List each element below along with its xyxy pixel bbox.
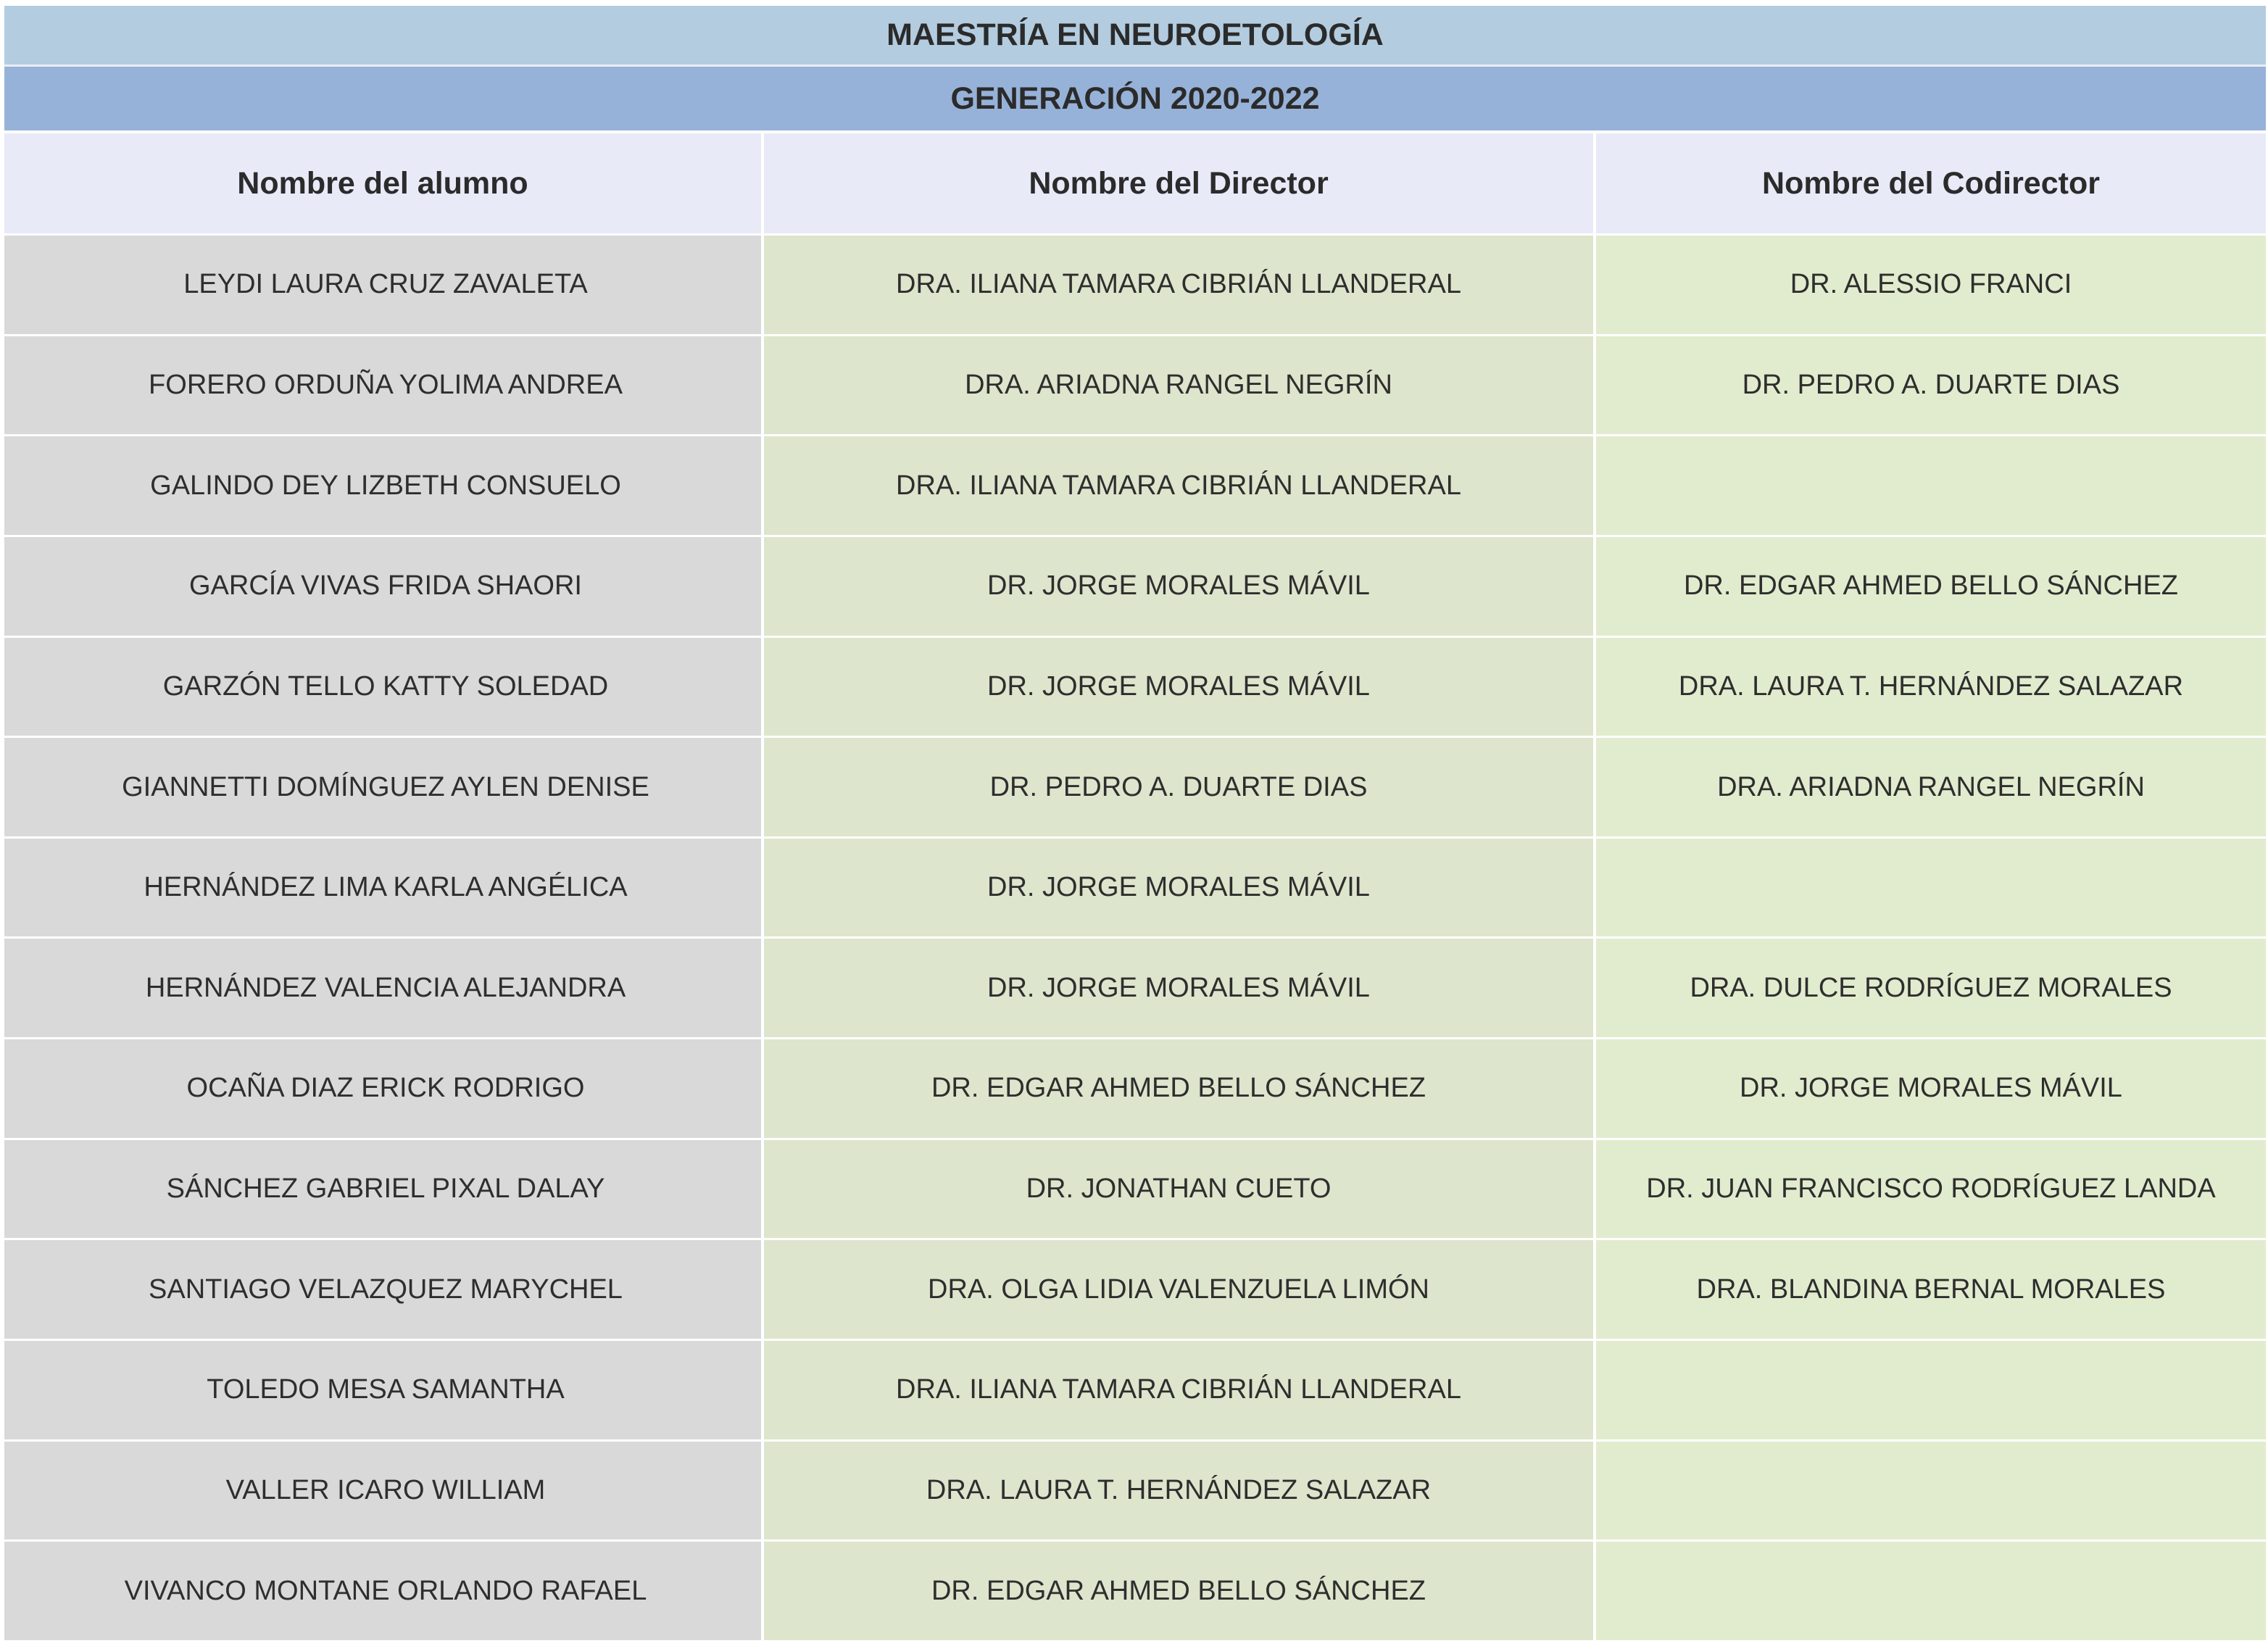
codirector-name-cell: DR. EDGAR AHMED BELLO SÁNCHEZ [1593, 537, 2266, 636]
codirector-name-cell: DRA. DULCE RODRÍGUEZ MORALES [1593, 939, 2266, 1037]
director-name-cell: DRA. ILIANA TAMARA CIBRIÁN LLANDERAL [761, 236, 1593, 334]
table-row [4, 1339, 2266, 1439]
codirector-name-cell [1593, 839, 2266, 937]
student-name-cell: SÁNCHEZ GABRIEL PIXAL DALAY [4, 1140, 761, 1239]
table-row [4, 1037, 2266, 1138]
table-row [4, 736, 2266, 836]
director-name-cell: DR. JORGE MORALES MÁVIL [761, 638, 1593, 736]
director-name-cell: DR. JORGE MORALES MÁVIL [761, 939, 1593, 1037]
codirector-name-cell [1593, 1442, 2266, 1540]
student-name-cell: SANTIAGO VELAZQUEZ MARYCHEL [4, 1240, 761, 1339]
director-name-cell: DRA. ILIANA TAMARA CIBRIÁN LLANDERAL [761, 436, 1593, 535]
student-name-cell: OCAÑA DIAZ ERICK RODRIGO [4, 1039, 761, 1138]
student-name-cell: GIANNETTI DOMÍNGUEZ AYLEN DENISE [4, 738, 761, 836]
director-name-cell: DR. JORGE MORALES MÁVIL [761, 537, 1593, 636]
codirector-name-cell: DR. ALESSIO FRANCI [1593, 236, 2266, 334]
student-name-cell: LEYDI LAURA CRUZ ZAVALETA [4, 236, 761, 334]
student-name-cell: GARCÍA VIVAS FRIDA SHAORI [4, 537, 761, 636]
director-name-cell: DRA. OLGA LIDIA VALENZUELA LIMÓN [761, 1240, 1593, 1339]
codirector-name-cell: DRA. LAURA T. HERNÁNDEZ SALAZAR [1593, 638, 2266, 736]
generation-subtitle: GENERACIÓN 2020-2022 [4, 67, 2266, 130]
codirector-name-cell: DRA. BLANDINA BERNAL MORALES [1593, 1240, 2266, 1339]
director-name-cell: DR. PEDRO A. DUARTE DIAS [761, 738, 1593, 836]
director-name-cell: DR. JONATHAN CUETO [761, 1140, 1593, 1239]
student-name-cell: TOLEDO MESA SAMANTHA [4, 1341, 761, 1439]
table-header-row [4, 130, 2266, 233]
director-name-cell: DRA. ARIADNA RANGEL NEGRÍN [761, 336, 1593, 435]
director-name-cell: DR. JORGE MORALES MÁVIL [761, 839, 1593, 937]
director-name-cell: DRA. LAURA T. HERNÁNDEZ SALAZAR [761, 1442, 1593, 1540]
student-name-cell: GARZÓN TELLO KATTY SOLEDAD [4, 638, 761, 736]
student-name-cell: HERNÁNDEZ LIMA KARLA ANGÉLICA [4, 839, 761, 937]
codirector-name-cell: DR. JUAN FRANCISCO RODRÍGUEZ LANDA [1593, 1140, 2266, 1239]
student-name-cell: HERNÁNDEZ VALENCIA ALEJANDRA [4, 939, 761, 1037]
table-row [4, 1138, 2266, 1239]
table-row [4, 936, 2266, 1037]
table-row [4, 1439, 2266, 1540]
codirector-name-cell: DRA. ARIADNA RANGEL NEGRÍN [1593, 738, 2266, 836]
codirector-name-cell [1593, 436, 2266, 535]
student-name-cell: VALLER ICARO WILLIAM [4, 1442, 761, 1540]
table-row [4, 1238, 2266, 1339]
table-title: MAESTRÍA EN NEUROETOLOGÍA [4, 6, 2266, 67]
header-codirector: Nombre del Codirector [1593, 133, 2266, 233]
table-row [4, 233, 2266, 334]
codirector-name-cell: DR. PEDRO A. DUARTE DIAS [1593, 336, 2266, 435]
codirector-name-cell [1593, 1341, 2266, 1439]
header-student: Nombre del alumno [237, 165, 528, 201]
director-name-cell: DR. EDGAR AHMED BELLO SÁNCHEZ [761, 1542, 1593, 1640]
table-row [4, 836, 2266, 937]
students-table [4, 6, 2266, 1640]
director-name-cell: DRA. ILIANA TAMARA CIBRIÁN LLANDERAL [761, 1341, 1593, 1439]
table-row [4, 434, 2266, 535]
student-name-cell: VIVANCO MONTANE ORLANDO RAFAEL [4, 1542, 761, 1640]
codirector-name-cell [1593, 1542, 2266, 1640]
table-row [4, 334, 2266, 435]
header-director: Nombre del Director [761, 133, 1593, 233]
director-name-cell: DR. EDGAR AHMED BELLO SÁNCHEZ [761, 1039, 1593, 1138]
codirector-name-cell: DR. JORGE MORALES MÁVIL [1593, 1039, 2266, 1138]
table-row [4, 535, 2266, 636]
table-row [4, 1539, 2266, 1640]
table-body [4, 233, 2266, 1640]
table-row [4, 636, 2266, 736]
student-name-cell: GALINDO DEY LIZBETH CONSUELO [4, 436, 761, 535]
student-name-cell: FORERO ORDUÑA YOLIMA ANDREA [4, 336, 761, 435]
